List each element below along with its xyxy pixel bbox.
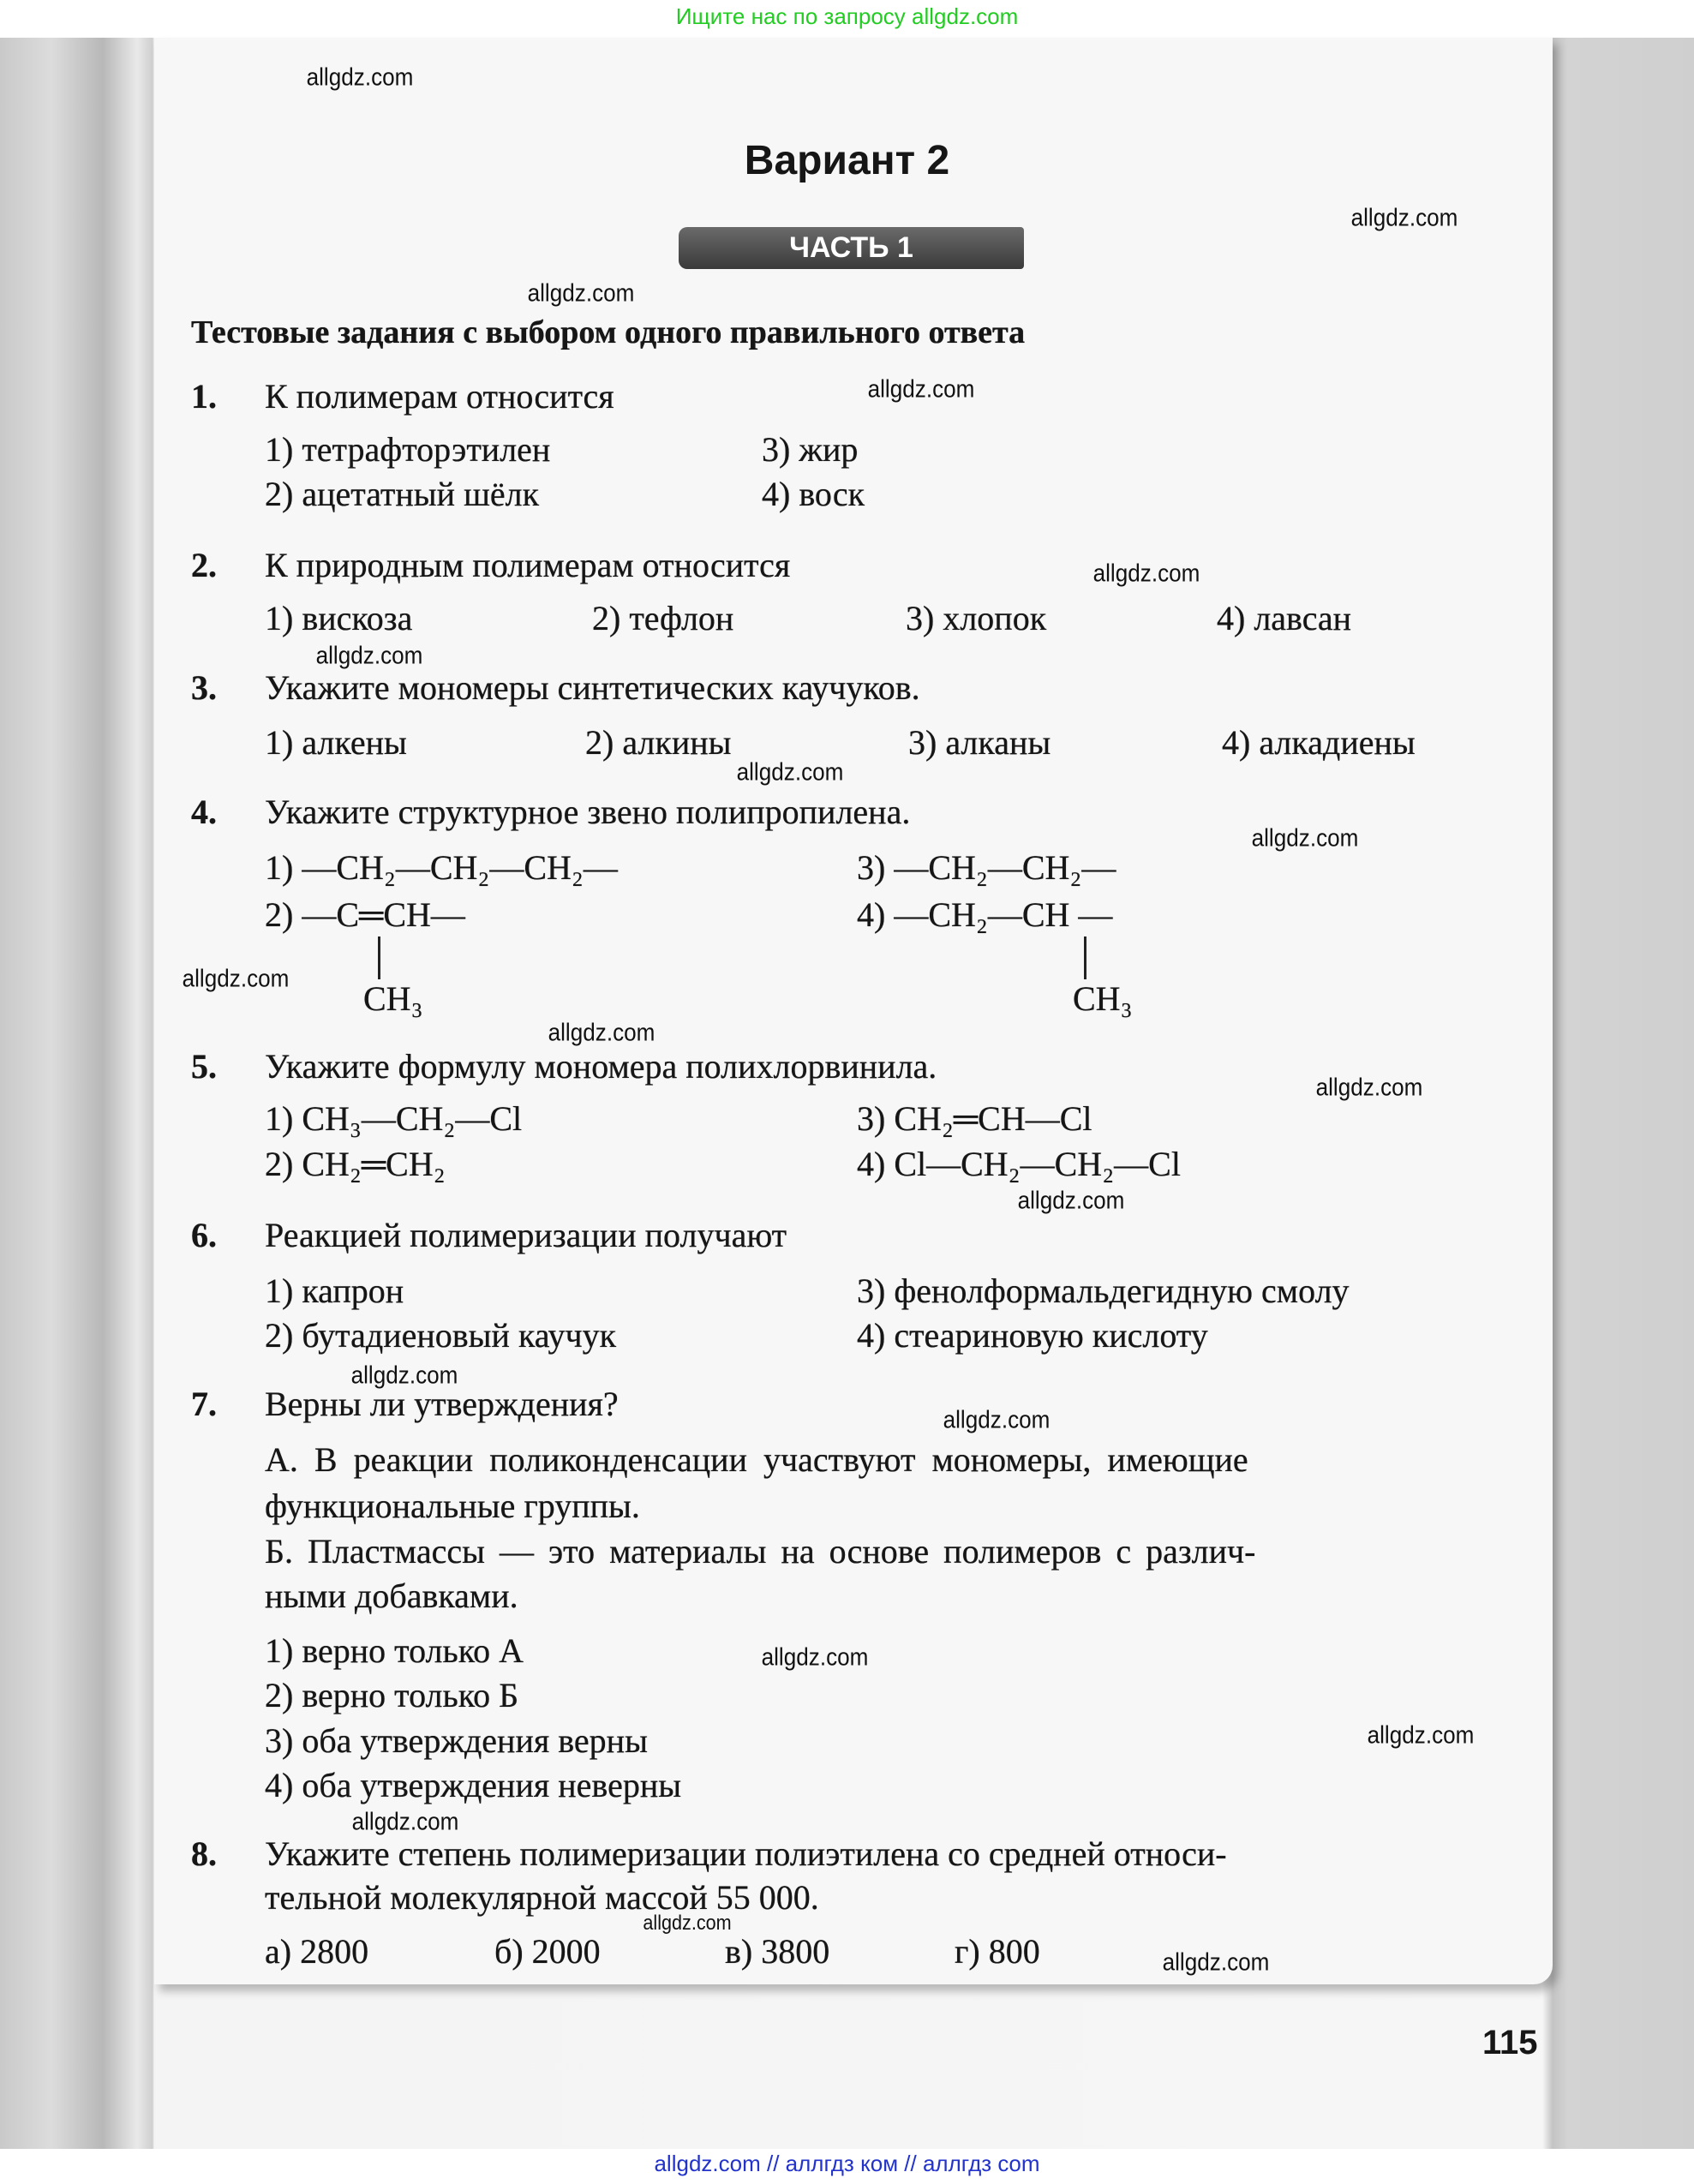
question-text: Реакцией полимеризации получают [265, 1216, 787, 1254]
question-text: К полимерам относится [265, 377, 614, 416]
answer-option: 3) алканы [908, 723, 1051, 762]
watermark: allgdz.com [527, 279, 635, 308]
footer-links[interactable]: allgdz.com // аллгдз ком // аллгдз com [0, 2149, 1694, 2184]
question-text: Укажите мономеры синтетических каучуков. [265, 668, 920, 707]
answer-option: г) 800 [955, 1932, 1040, 1971]
answer-option: 2) —C═CH— [265, 895, 465, 934]
answer-option: 4) —CH₂—CH — [857, 895, 1113, 934]
answer-option: 3) оба утверждения верны [265, 1721, 648, 1760]
answer-option: 4) алкадиены [1222, 723, 1416, 762]
bond-line [1084, 936, 1086, 979]
answer-option: 4) стеариновую кислоту [857, 1316, 1208, 1355]
section-heading: Тестовые задания с выбором одного правильного ответа [191, 314, 1026, 350]
question-number: 3. [191, 668, 217, 707]
watermark: allgdz.com [1017, 1187, 1125, 1215]
watermark: allgdz.com [1315, 1074, 1423, 1102]
answer-option: 1) CH₃—CH₂—Cl [265, 1099, 523, 1138]
question-text: Укажите формулу мономера полихлорвинила. [265, 1047, 937, 1086]
search-banner: Ищите нас по запросу allgdz.com [675, 3, 1019, 29]
part-badge: ЧАСТЬ 1 [679, 227, 1024, 269]
answer-option: 1) верно только А [265, 1631, 524, 1670]
watermark: allgdz.com [943, 1406, 1051, 1434]
statement-a: А. В реакции поликонденсации участвуют мономеры, имеющие [265, 1440, 1248, 1479]
answer-option: 4) воск [762, 475, 865, 513]
watermark: allgdz.com [306, 63, 414, 92]
question-number: 7. [191, 1385, 217, 1423]
answer-option: а) 2800 [265, 1932, 369, 1971]
answer-option: 3) жир [762, 430, 859, 469]
question-number: 2. [191, 546, 217, 584]
answer-option: 1) вискоза [265, 599, 413, 637]
statement-b-cont: ными добавками. [265, 1577, 518, 1615]
question-number: 5. [191, 1047, 217, 1086]
answer-option: 3) фенолформальдегидную смолу [857, 1272, 1350, 1310]
watermark: allgdz.com [867, 375, 975, 404]
answer-option: 4) лавсан [1217, 599, 1352, 637]
answer-option: 1) алкены [265, 723, 407, 762]
watermark: allgdz.com [1162, 1948, 1270, 1977]
answer-option: 4) Cl—CH₂—CH₂—Cl [857, 1145, 1181, 1183]
question-text: Верны ли утверждения? [265, 1385, 619, 1423]
answer-option: 1) капрон [265, 1272, 404, 1310]
statement-a-cont: функциональные группы. [265, 1487, 640, 1525]
page-title: Вариант 2 [744, 138, 950, 183]
answer-option: 2) бутадиеновый каучук [265, 1316, 617, 1355]
answer-option: б) 2000 [494, 1932, 601, 1971]
answer-option: 3) хлопок [906, 599, 1047, 637]
answer-option: 2) тефлон [592, 599, 734, 637]
answer-option: 3) CH₂═CH—Cl [857, 1099, 1092, 1138]
question-text: Укажите степень полимеризации полиэтилена со средней относи- [265, 1834, 1227, 1873]
watermark: allgdz.com [351, 1808, 459, 1836]
watermark: allgdz.com [1092, 559, 1200, 588]
watermark: allgdz.com [643, 1912, 732, 1935]
watermark: allgdz.com [350, 1361, 458, 1390]
answer-option: 4) оба утверждения неверны [265, 1766, 682, 1804]
answer-option: в) 3800 [725, 1932, 830, 1971]
statement-b: Б. Пластмассы — это материалы на основе полимеров с различ- [265, 1532, 1256, 1571]
watermark: allgdz.com [548, 1019, 655, 1047]
answer-option: 3) —CH₂—CH₂— [857, 848, 1116, 887]
methyl-branch: CH₃ [1073, 979, 1133, 1018]
answer-option: 2) CH₂═CH₂ [265, 1145, 446, 1183]
watermark: allgdz.com [761, 1643, 869, 1672]
watermark: allgdz.com [1367, 1721, 1475, 1750]
methyl-branch: CH₃ [363, 979, 423, 1018]
page-number: 115 [1482, 2024, 1538, 2061]
watermark: allgdz.com [315, 642, 423, 670]
answer-option: 2) алкины [585, 723, 732, 762]
answer-option: 2) ацетатный шёлк [265, 475, 540, 513]
question-text-cont: тельной молекулярной массой 55 000. [265, 1878, 819, 1917]
answer-option: 1) —CH₂—CH₂—CH₂— [265, 848, 618, 887]
question-number: 4. [191, 793, 217, 831]
watermark: allgdz.com [182, 965, 290, 993]
watermark: allgdz.com [736, 758, 844, 787]
question-number: 6. [191, 1216, 217, 1254]
question-text: Укажите структурное звено полипропилена. [265, 793, 911, 831]
answer-option: 2) верно только Б [265, 1676, 519, 1714]
question-number: 1. [191, 377, 217, 416]
watermark: allgdz.com [1251, 824, 1359, 853]
question-text: К природным полимерам относится [265, 546, 791, 584]
question-number: 8. [191, 1834, 217, 1873]
answer-option: 1) тетрафторэтилен [265, 430, 551, 469]
watermark: allgdz.com [1350, 204, 1458, 232]
bond-line [378, 936, 380, 979]
